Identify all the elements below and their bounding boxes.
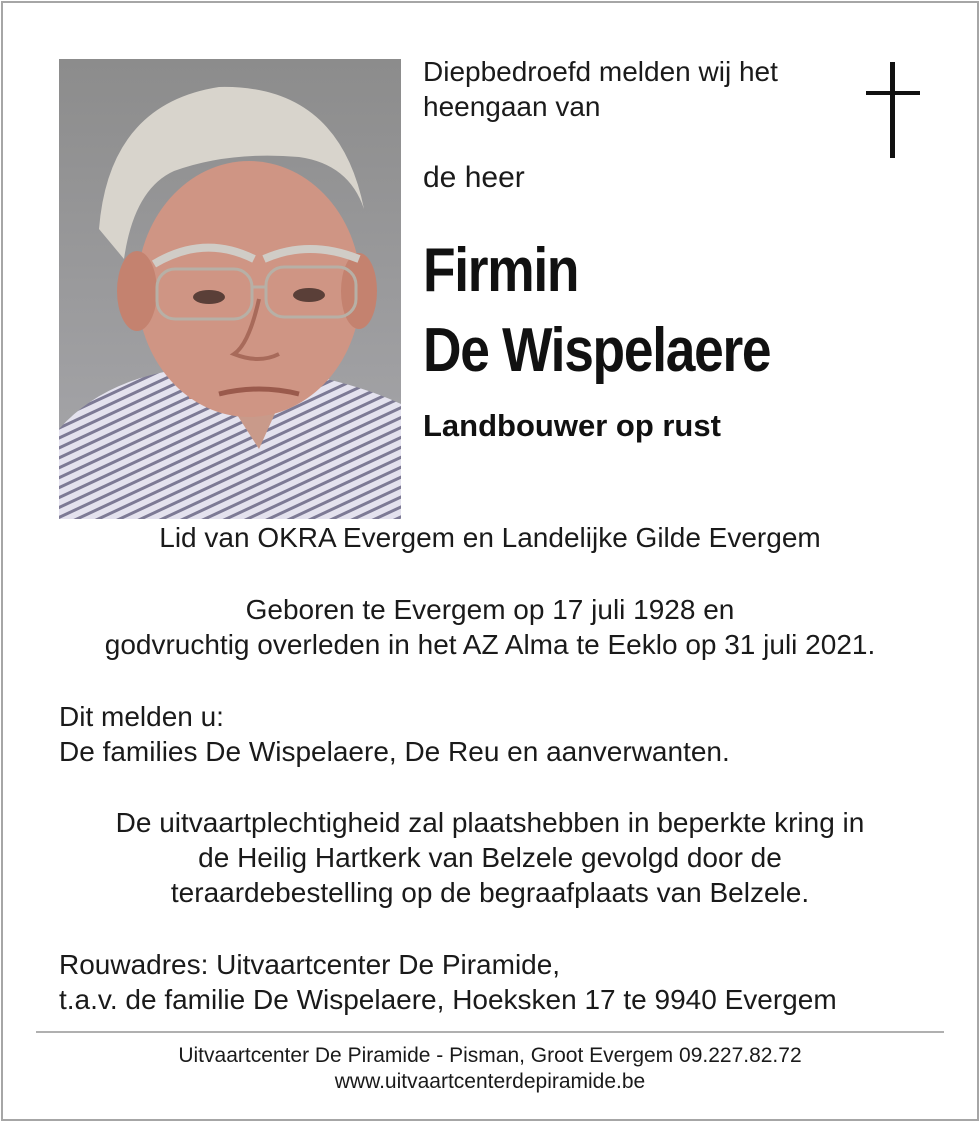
intro-line-1: Diepbedroefd melden wij het xyxy=(423,56,778,87)
announcers-text xyxy=(59,699,730,769)
mourning-address xyxy=(59,947,837,1017)
born-line: Geboren te Evergem op 17 juli 1928 en xyxy=(245,594,735,625)
funeral-line-3: teraardebestelling op de begraafplaats van Belzele. xyxy=(170,877,810,908)
funeral-line-1: De uitvaartplechtigheid zal plaatshebben in beperkte kring in xyxy=(115,807,865,838)
died-line: godvruchtig overleden in het AZ Alma te Eeklo op 31 juli 2021. xyxy=(104,629,876,660)
footer xyxy=(0,1043,980,1095)
cross-icon xyxy=(866,62,920,158)
born-died-text xyxy=(0,592,980,662)
membership-line: Lid van OKRA Evergem en Landelijke Gilde Evergem xyxy=(159,522,821,553)
funeral-line-2: de Heilig Hartkerk van Belzele gevolgd door de xyxy=(198,842,782,873)
address-line-1: Rouwadres: Uitvaartcenter De Piramide, xyxy=(59,949,561,980)
footer-company: Uitvaartcenter De Piramide - Pisman, Groot Evergem 09.227.82.72 xyxy=(178,1044,802,1067)
footer-divider xyxy=(36,1031,944,1033)
portrait-photo xyxy=(59,59,401,519)
honorific: de heer xyxy=(423,161,525,194)
announcers-families: De families De Wispelaere, De Reu en aanverwanten. xyxy=(59,736,730,767)
address-line-2: t.a.v. de familie De Wispelaere, Hoeksken 17 te 9940 Evergem xyxy=(59,984,837,1015)
footer-website[interactable]: www.uitvaartcenterdepiramide.be xyxy=(334,1070,646,1093)
funeral-text xyxy=(0,805,980,910)
announcers-label: Dit melden u: xyxy=(59,701,224,732)
occupation: Landbouwer op rust xyxy=(423,408,721,443)
first-name: Firmin xyxy=(423,236,579,305)
deceased-name xyxy=(423,231,770,391)
intro-line-2: heengaan van xyxy=(423,91,601,122)
last-name: De Wispelaere xyxy=(423,316,771,385)
intro-text xyxy=(423,54,778,124)
